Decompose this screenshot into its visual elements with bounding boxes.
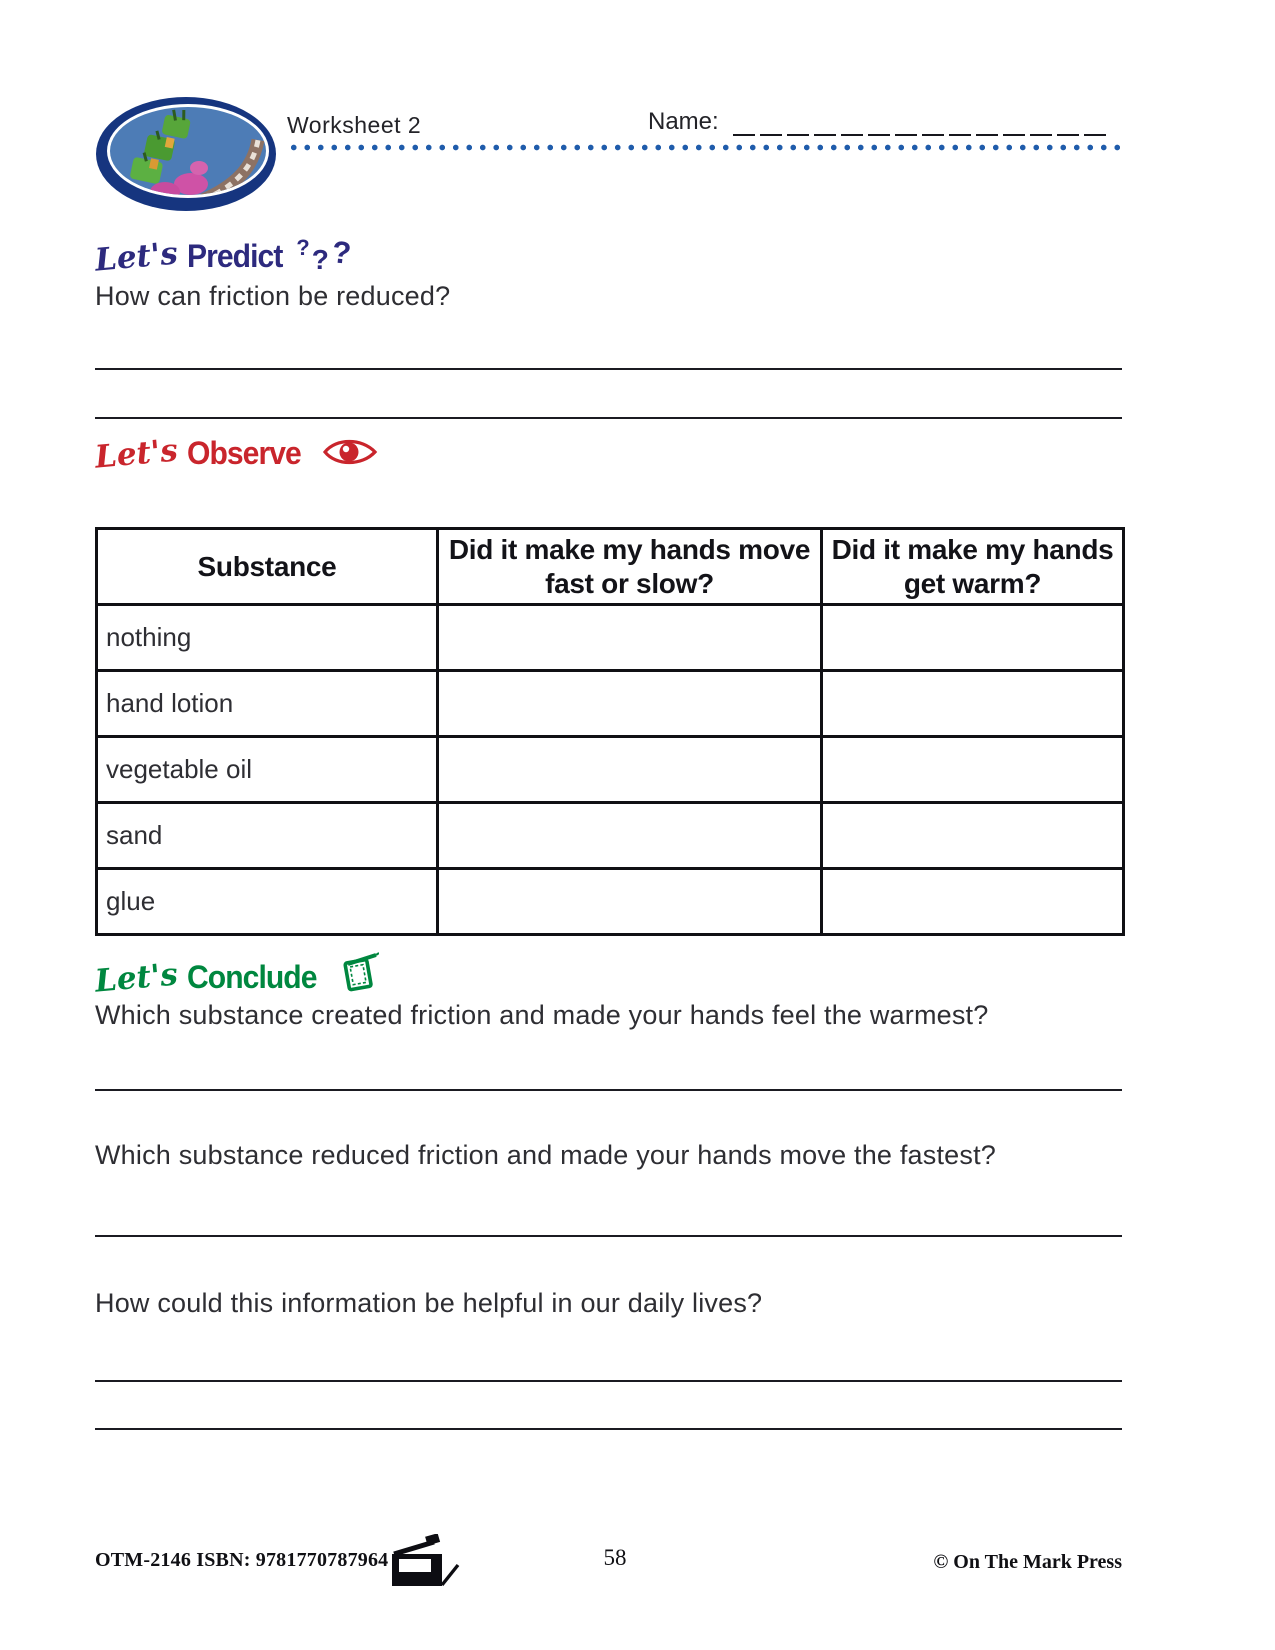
observe-heading	[93, 432, 378, 476]
table-row	[97, 605, 1124, 671]
table-row	[97, 671, 1124, 737]
column-header-substance: Substance	[97, 529, 438, 605]
conclude-script-word: Let's	[93, 956, 180, 1000]
predict-title: Predict	[186, 238, 283, 274]
answer-line	[95, 368, 1122, 370]
column-header-fast-slow: Did it make my hands move fast or slow?	[438, 529, 822, 605]
conclude-title: Conclude	[186, 959, 317, 995]
substance-cell: sand	[97, 803, 438, 869]
substance-cell: glue	[97, 869, 438, 935]
notepad-pencil-icon	[339, 952, 379, 992]
predict-question: How can friction be reduced?	[95, 281, 451, 311]
conclude-question-2: Which substance reduced friction and made your hands move the fastest?	[95, 1140, 996, 1170]
answer-cell-empty	[438, 605, 822, 671]
conclude-question-3: How could this information be helpful in our daily lives?	[95, 1288, 763, 1318]
substance-cell: vegetable oil	[97, 737, 438, 803]
eye-icon	[322, 436, 378, 468]
observe-script-word: Let's	[93, 432, 180, 476]
answer-cell-empty	[822, 605, 1124, 671]
predict-script-word: Let's	[93, 235, 180, 279]
answer-line	[95, 1380, 1122, 1382]
answer-cell-empty	[438, 803, 822, 869]
observe-title: Observe	[186, 435, 301, 471]
answer-cell-empty	[438, 737, 822, 803]
answer-cell-empty	[438, 869, 822, 935]
document-code: OTM-2146 ISBN: 9781770787964	[95, 1549, 389, 1571]
substance-cell: hand lotion	[97, 671, 438, 737]
table-header-row	[97, 529, 1124, 605]
table-row	[97, 803, 1124, 869]
dotted-divider	[287, 142, 1123, 153]
observation-table	[95, 527, 1125, 936]
substance-cell: nothing	[97, 605, 438, 671]
page-number: 58	[603, 1545, 627, 1570]
predict-heading	[93, 234, 353, 279]
answer-cell-empty	[438, 671, 822, 737]
photocopier-icon	[390, 1534, 462, 1588]
conclude-question-1: Which substance created friction and made your hands feel the warmest?	[95, 1000, 989, 1030]
worksheet-label: Worksheet 2	[287, 112, 422, 138]
answer-line	[95, 1235, 1122, 1237]
name-label: Name:	[648, 108, 719, 135]
roller-coaster-logo	[95, 96, 277, 213]
table-row	[97, 737, 1124, 803]
answer-cell-empty	[822, 737, 1124, 803]
answer-line	[95, 1428, 1122, 1430]
column-header-warm: Did it make my hands get warm?	[822, 529, 1124, 605]
answer-line	[95, 1089, 1122, 1091]
conclude-heading	[93, 948, 379, 1000]
answer-line	[95, 417, 1122, 419]
answer-cell-empty	[822, 671, 1124, 737]
question-marks-icon: ???	[296, 234, 353, 275]
copyright-text: © On The Mark Press	[933, 1551, 1122, 1573]
name-blank-line	[733, 110, 1111, 136]
answer-cell-empty	[822, 869, 1124, 935]
answer-cell-empty	[822, 803, 1124, 869]
table-row	[97, 869, 1124, 935]
